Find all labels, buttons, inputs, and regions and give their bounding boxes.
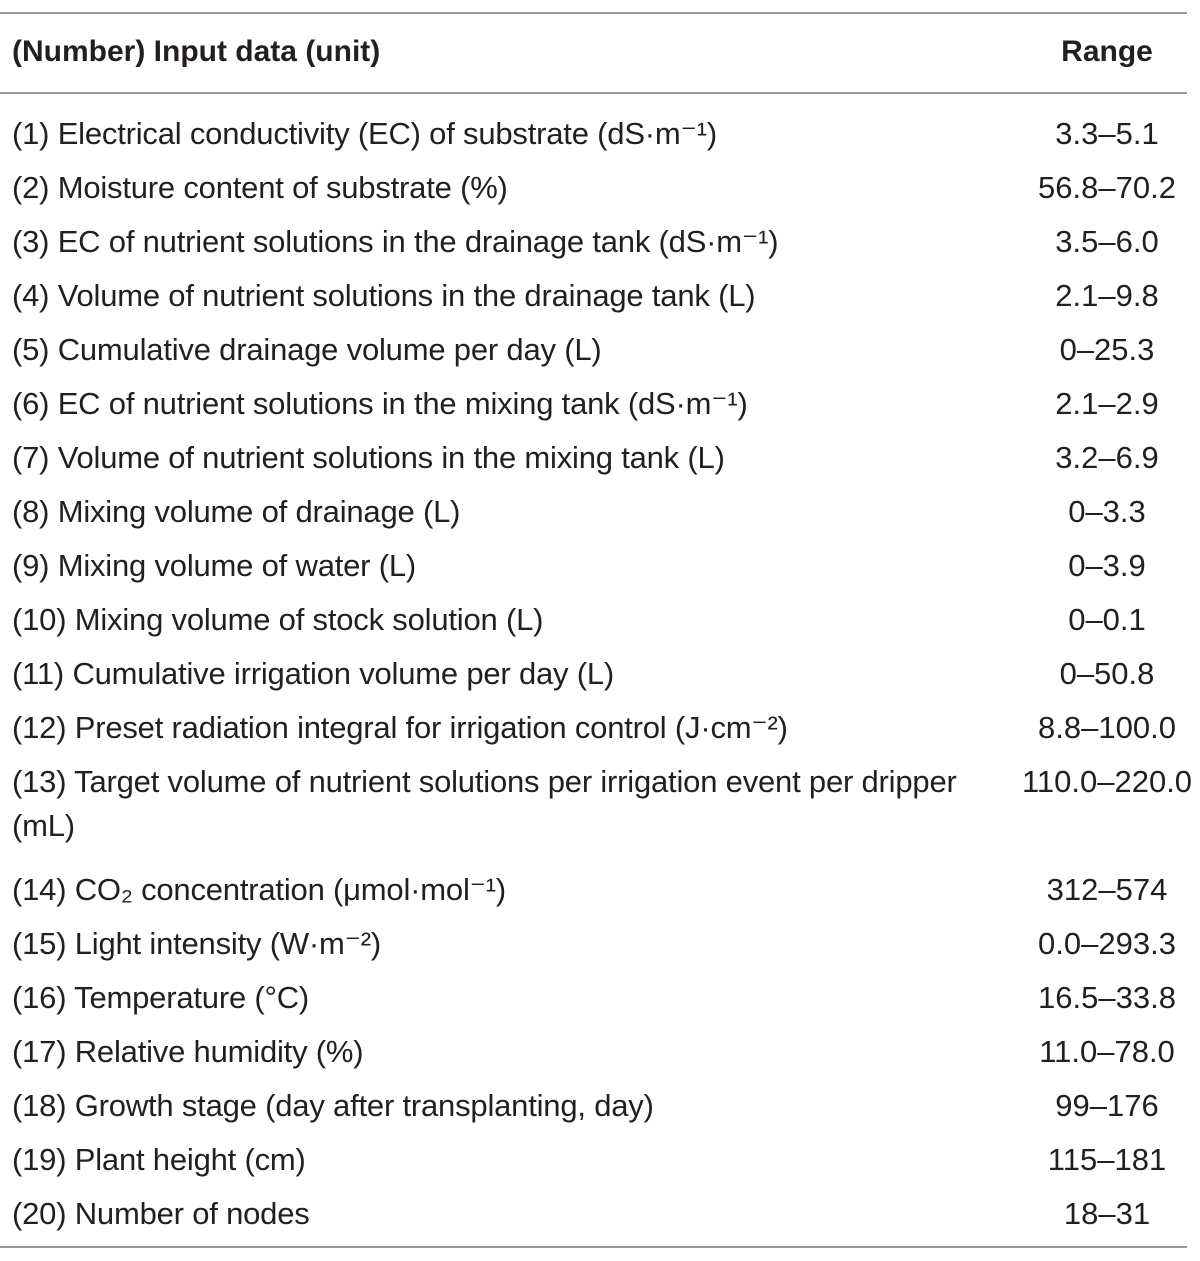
- table-header-rule: [0, 92, 1187, 94]
- table-row: [12, 972, 1187, 1026]
- row-range: 18–31: [1063, 1196, 1151, 1231]
- row-range: 115–181: [1047, 1142, 1167, 1177]
- row-label: (6) EC of nutrient solutions in the mixing tank (dS·m⁻¹): [12, 386, 748, 421]
- table-row: [12, 594, 1187, 648]
- row-range: 0–3.3: [1068, 494, 1146, 529]
- row-label: (18) Growth stage (day after transplanting, day): [12, 1088, 654, 1123]
- row-label: (16) Temperature (°C): [12, 980, 310, 1015]
- table-row: [12, 540, 1187, 594]
- row-label: (17) Relative humidity (%): [12, 1034, 364, 1069]
- row-label: (13) Target volume of nutrient solutions per irrigation event per dripper (mL): [12, 764, 957, 843]
- row-range: 99–176: [1055, 1088, 1159, 1123]
- row-label: (2) Moisture content of substrate (%): [12, 170, 508, 205]
- table-row: [12, 702, 1187, 756]
- header-input-data: (Number) Input data (unit): [12, 35, 381, 68]
- table-body: [12, 108, 1193, 1242]
- table-bottom-rule: [0, 1246, 1187, 1248]
- row-label: (8) Mixing volume of drainage (L): [12, 494, 461, 529]
- row-range: 0.0–293.3: [1038, 926, 1176, 961]
- row-label: (19) Plant height (cm): [12, 1142, 306, 1177]
- row-range: 8.8–100.0: [1038, 710, 1176, 745]
- table-top-rule: [0, 12, 1187, 14]
- table-row: [12, 378, 1187, 432]
- row-range: 3.5–6.0: [1055, 224, 1159, 259]
- row-range: 3.2–6.9: [1055, 440, 1159, 475]
- row-label: (4) Volume of nutrient solutions in the drainage tank (L): [12, 278, 756, 313]
- table-row: [12, 648, 1187, 702]
- table-row: [12, 1080, 1187, 1134]
- header-range: Range: [1061, 35, 1153, 68]
- row-range: 0–50.8: [1059, 656, 1155, 691]
- row-label: (9) Mixing volume of water (L): [12, 548, 417, 583]
- row-label: (11) Cumulative irrigation volume per day (L): [12, 656, 615, 691]
- table-row: [12, 1026, 1187, 1080]
- row-range: 0–3.9: [1068, 548, 1146, 583]
- table-row: [12, 162, 1187, 216]
- row-label: (12) Preset radiation integral for irrigation control (J·cm⁻²): [12, 710, 788, 745]
- row-range: 2.1–9.8: [1055, 278, 1159, 313]
- row-label: (15) Light intensity (W·m⁻²): [12, 926, 382, 961]
- row-label: (5) Cumulative drainage volume per day (L): [12, 332, 602, 367]
- table-row: [12, 216, 1187, 270]
- row-label: (7) Volume of nutrient solutions in the mixing tank (L): [12, 440, 725, 475]
- table-row: [12, 432, 1187, 486]
- table-row: [12, 1134, 1187, 1188]
- table-row: [12, 756, 1193, 864]
- row-label: (1) Electrical conductivity (EC) of substrate (dS·m⁻¹): [12, 116, 717, 151]
- row-range: 11.0–78.0: [1039, 1034, 1175, 1069]
- row-range: 0–0.1: [1068, 602, 1146, 637]
- row-range: 56.8–70.2: [1038, 170, 1176, 205]
- row-range: 110.0–220.0: [1021, 764, 1193, 799]
- table-row: [12, 864, 1187, 918]
- row-label: (3) EC of nutrient solutions in the drainage tank (dS·m⁻¹): [12, 224, 779, 259]
- table-row: [12, 108, 1187, 162]
- row-range: 16.5–33.8: [1038, 980, 1176, 1015]
- row-label: (14) CO₂ concentration (μmol·mol⁻¹): [12, 872, 507, 907]
- table-row: [12, 918, 1187, 972]
- row-label: (10) Mixing volume of stock solution (L): [12, 602, 544, 637]
- row-label: (20) Number of nodes: [12, 1196, 310, 1231]
- table-row: [12, 1188, 1187, 1242]
- row-range: 0–25.3: [1059, 332, 1155, 367]
- row-range: 312–574: [1046, 872, 1168, 907]
- table-row: [12, 270, 1187, 324]
- table-row: [12, 486, 1187, 540]
- row-range: 2.1–2.9: [1055, 386, 1159, 421]
- table-row: [12, 324, 1187, 378]
- row-range: 3.3–5.1: [1055, 116, 1159, 151]
- table-header-row: [12, 30, 1187, 74]
